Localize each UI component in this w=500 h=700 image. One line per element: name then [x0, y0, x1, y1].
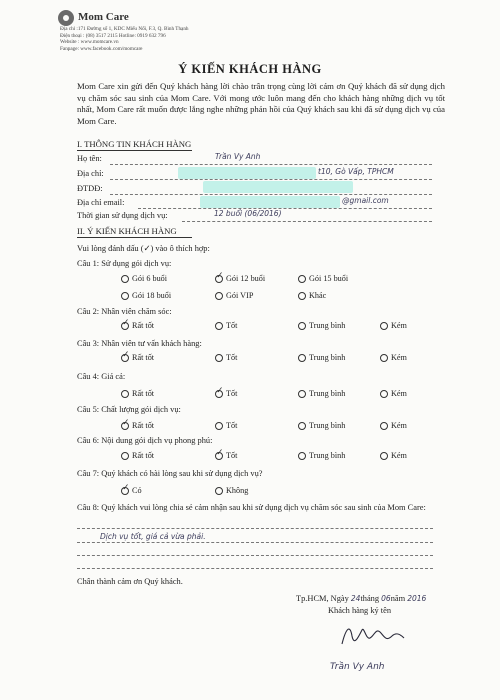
q4-option-poor[interactable] [380, 389, 407, 398]
field-line-duration [182, 221, 432, 222]
q3-radio-poor[interactable] [380, 354, 388, 362]
q5-option-average[interactable] [298, 421, 345, 430]
q2-radio-average[interactable] [298, 322, 306, 330]
q1-option-18-label: Gói 18 buổi [132, 291, 172, 300]
q1-text: Câu 1: Sử dụng gói dịch vụ: [77, 259, 172, 268]
thanks-text: Chân thành cảm ơn Quý khách. [77, 577, 183, 586]
q2-text: Câu 2: Nhân viên chăm sóc: [77, 307, 172, 316]
q1-option-vip-radio[interactable] [215, 292, 223, 300]
field-line-email [138, 208, 432, 209]
q6-label-poor: Kém [391, 451, 407, 460]
q8-line-4 [77, 568, 433, 569]
field-line-phone [110, 194, 432, 195]
q3-radio-very-good[interactable] [121, 350, 130, 362]
brand-name: Mom Care [78, 11, 129, 23]
company-contact [60, 26, 189, 52]
q6-label-average: Trung bình [309, 451, 346, 460]
q1-option-12[interactable] [215, 271, 266, 283]
q7-radio-no[interactable] [215, 487, 223, 495]
q1-option-18-radio[interactable] [121, 292, 129, 300]
q7-option-yes[interactable] [121, 483, 142, 495]
redacted-address [178, 167, 316, 179]
field-value-email[interactable]: @gmail.com [342, 196, 389, 205]
q7-option-no[interactable] [215, 486, 248, 495]
field-value-name[interactable]: Trần Vy Anh [215, 152, 261, 161]
q5-radio-good[interactable] [215, 422, 223, 430]
date-month[interactable]: 06 [381, 594, 391, 603]
q2-label-average: Trung bình [309, 321, 346, 330]
q5-option-very-good[interactable] [121, 418, 155, 430]
q4-radio-poor[interactable] [380, 390, 388, 398]
instruction-text: Vui lòng đánh dấu (✓) vào ô thích hợp: [77, 244, 210, 253]
signature-label: Khách hàng ký tên [328, 606, 392, 615]
section2-heading: II. Ý KIẾN KHÁCH HÀNG [77, 226, 177, 236]
field-line-address [110, 179, 432, 180]
checkmark-icon: ✓ [122, 418, 130, 429]
q5-radio-very-good[interactable] [121, 418, 130, 430]
field-line-name [110, 164, 432, 165]
q1-option-6-label: Gói 6 buổi [132, 274, 168, 283]
date-day[interactable]: 24 [350, 594, 361, 603]
date-year[interactable]: 2016 [407, 594, 427, 603]
field-label-duration: Thời gian sử dụng dịch vụ: [77, 211, 168, 220]
q1-option-other[interactable] [298, 291, 326, 300]
q1-option-6-radio[interactable] [121, 275, 129, 283]
q6-option-poor[interactable] [380, 451, 407, 460]
q2-radio-very-good[interactable] [121, 318, 130, 330]
q6-text: Câu 6: Nội dung gói dịch vụ phong phú: [77, 436, 213, 445]
section1-heading: I. THÔNG TIN KHÁCH HÀNG [77, 139, 192, 149]
place-date [296, 594, 426, 603]
q1-option-12-label: Gói 12 buổi [226, 274, 266, 283]
q6-radio-very-good[interactable] [121, 452, 129, 460]
q4-label-average: Trung bình [309, 389, 346, 398]
page-title: Ý KIẾN KHÁCH HÀNG [178, 62, 322, 76]
q6-label-good: Tốt [226, 451, 238, 460]
q5-option-good[interactable] [215, 421, 237, 430]
q6-radio-good[interactable] [215, 448, 224, 460]
company-address: Địa chỉ :171 Đường số 1, KDC Miếu Nổi, F.3, Q. Bình Thạnh [60, 26, 189, 32]
year-label: năm [390, 594, 406, 603]
company-website: Website : www.momcare.vn [60, 39, 119, 46]
checkmark-icon: ✓ [122, 318, 130, 329]
section2-underline [77, 237, 192, 238]
checkmark-icon: ✓ [122, 483, 130, 494]
q1-option-vip-label: Gói VIP [226, 291, 254, 300]
signature-mark[interactable] [338, 618, 408, 652]
month-label: tháng [360, 594, 380, 603]
field-label-phone: ĐTDĐ: [77, 184, 103, 193]
q3-option-poor[interactable] [380, 353, 407, 362]
q1-option-vip[interactable] [215, 291, 253, 300]
q5-text: Câu 5: Chất lượng gói dịch vụ: [77, 405, 181, 414]
redacted-email [200, 196, 340, 208]
q3-label-poor: Kém [391, 353, 407, 362]
q1-option-other-radio[interactable] [298, 292, 306, 300]
q4-option-very-good[interactable] [121, 389, 154, 398]
place-date-prefix: Tp.HCM, Ngày [296, 594, 349, 603]
q2-label-good: Tốt [226, 321, 238, 330]
q3-option-very-good[interactable] [121, 350, 155, 362]
q4-label-poor: Kém [391, 389, 407, 398]
q5-radio-average[interactable] [298, 422, 306, 430]
checkmark-icon: ✓ [122, 350, 130, 361]
q3-label-good: Tốt [226, 353, 238, 362]
q7-text: Câu 7: Quý khách có hài lòng sau khi sử dụng dịch vụ? [77, 469, 263, 478]
company-fanpage: Fanpage: www.facebook.com/momcare [60, 45, 143, 52]
q5-label-good: Tốt [226, 421, 238, 430]
q2-option-very-good[interactable] [121, 318, 155, 330]
q8-line-3 [77, 555, 433, 556]
q2-label-poor: Kém [391, 321, 407, 330]
section1-underline [77, 150, 192, 151]
q3-radio-average[interactable] [298, 354, 306, 362]
q5-option-poor[interactable] [380, 421, 407, 430]
q2-radio-poor[interactable] [380, 322, 388, 330]
q3-label-very-good: Rất tốt [132, 353, 155, 362]
q6-option-very-good[interactable] [121, 451, 154, 460]
q1-option-15-label: Gói 15 buổi [309, 274, 349, 283]
q4-radio-good[interactable] [215, 386, 224, 398]
q2-option-poor[interactable] [380, 321, 407, 330]
q2-option-average[interactable] [298, 321, 345, 330]
q5-radio-poor[interactable] [380, 422, 388, 430]
q3-label-average: Trung bình [309, 353, 346, 362]
q4-radio-average[interactable] [298, 390, 306, 398]
q4-radio-very-good[interactable] [121, 390, 129, 398]
q4-option-average[interactable] [298, 389, 345, 398]
checkmark-icon: ✓ [216, 271, 224, 282]
q6-radio-average[interactable] [298, 452, 306, 460]
q8-text: Câu 8: Quý khách vui lòng chia sẻ cảm nhận sau khi sử dụng dịch vụ chăm sóc sau sinh của Mom Care: [77, 503, 426, 512]
q7-label-no: Không [226, 486, 249, 495]
q5-label-average: Trung bình [309, 421, 346, 430]
q3-radio-good[interactable] [215, 354, 223, 362]
q1-option-other-label: Khác [309, 291, 327, 300]
intro-paragraph: Mom Care xin gửi đến Quý khách hàng lời chào trân trọng cùng lời cám ơn Quý khách đã sử dụng dịch vụ chăm sóc sau sinh của Mom Care. Với mong ước luôn mang đến cho khách hàng những dịch vụ tốt nhất, Mom Care rất muốn được lắng nghe những phản hồi của Quý khách sau khi đã sử dụng dịch vụ của Mom Care. [77, 81, 445, 126]
field-label-name: Họ tên: [77, 154, 102, 163]
momcare-logo-icon [58, 10, 74, 26]
q5-label-poor: Kém [391, 421, 407, 430]
q5-label-very-good: Rất tốt [132, 421, 155, 430]
q7-radio-yes[interactable] [121, 483, 130, 495]
checkmark-icon: ✓ [216, 448, 224, 459]
q2-label-very-good: Rất tốt [132, 321, 155, 330]
q1-option-6[interactable] [121, 274, 167, 283]
q4-label-good: Tốt [226, 389, 238, 398]
q6-option-good[interactable] [215, 448, 238, 460]
q1-option-15[interactable] [298, 274, 348, 283]
checkmark-icon: ✓ [216, 386, 224, 397]
field-value-duration[interactable]: 12 buổi (06/2016) [214, 209, 282, 218]
q3-text: Câu 3: Nhân viên tư vấn khách hàng: [77, 339, 202, 348]
q6-label-very-good: Rất tốt [132, 451, 155, 460]
q8-line-2 [77, 542, 433, 543]
q4-option-good[interactable] [215, 386, 238, 398]
q2-option-good[interactable] [215, 321, 237, 330]
q8-line-1 [77, 528, 433, 529]
field-value-address[interactable]: t10, Gò Vấp, TPHCM [318, 167, 394, 176]
field-label-address: Địa chỉ: [77, 169, 104, 178]
q3-option-good[interactable] [215, 353, 237, 362]
q1-option-15-radio[interactable] [298, 275, 306, 283]
signer-name: Trần Vy Anh [330, 662, 385, 672]
q8-answer[interactable]: Dịch vụ tốt, giá cả vừa phải. [100, 532, 206, 541]
q2-radio-good[interactable] [215, 322, 223, 330]
q7-label-yes: Có [132, 486, 142, 495]
q4-label-very-good: Rất tốt [132, 389, 155, 398]
q1-option-18[interactable] [121, 291, 171, 300]
q6-option-average[interactable] [298, 451, 345, 460]
q1-option-12-radio[interactable] [215, 271, 224, 283]
q4-text: Câu 4: Giá cả: [77, 372, 126, 381]
field-label-email: Địa chỉ email: [77, 198, 125, 207]
redacted-phone [203, 181, 353, 193]
q3-option-average[interactable] [298, 353, 345, 362]
company-phone: Điện thoại : (08) 3517 2115 Hotline: 0919 632 796 [60, 32, 166, 39]
q6-radio-poor[interactable] [380, 452, 388, 460]
